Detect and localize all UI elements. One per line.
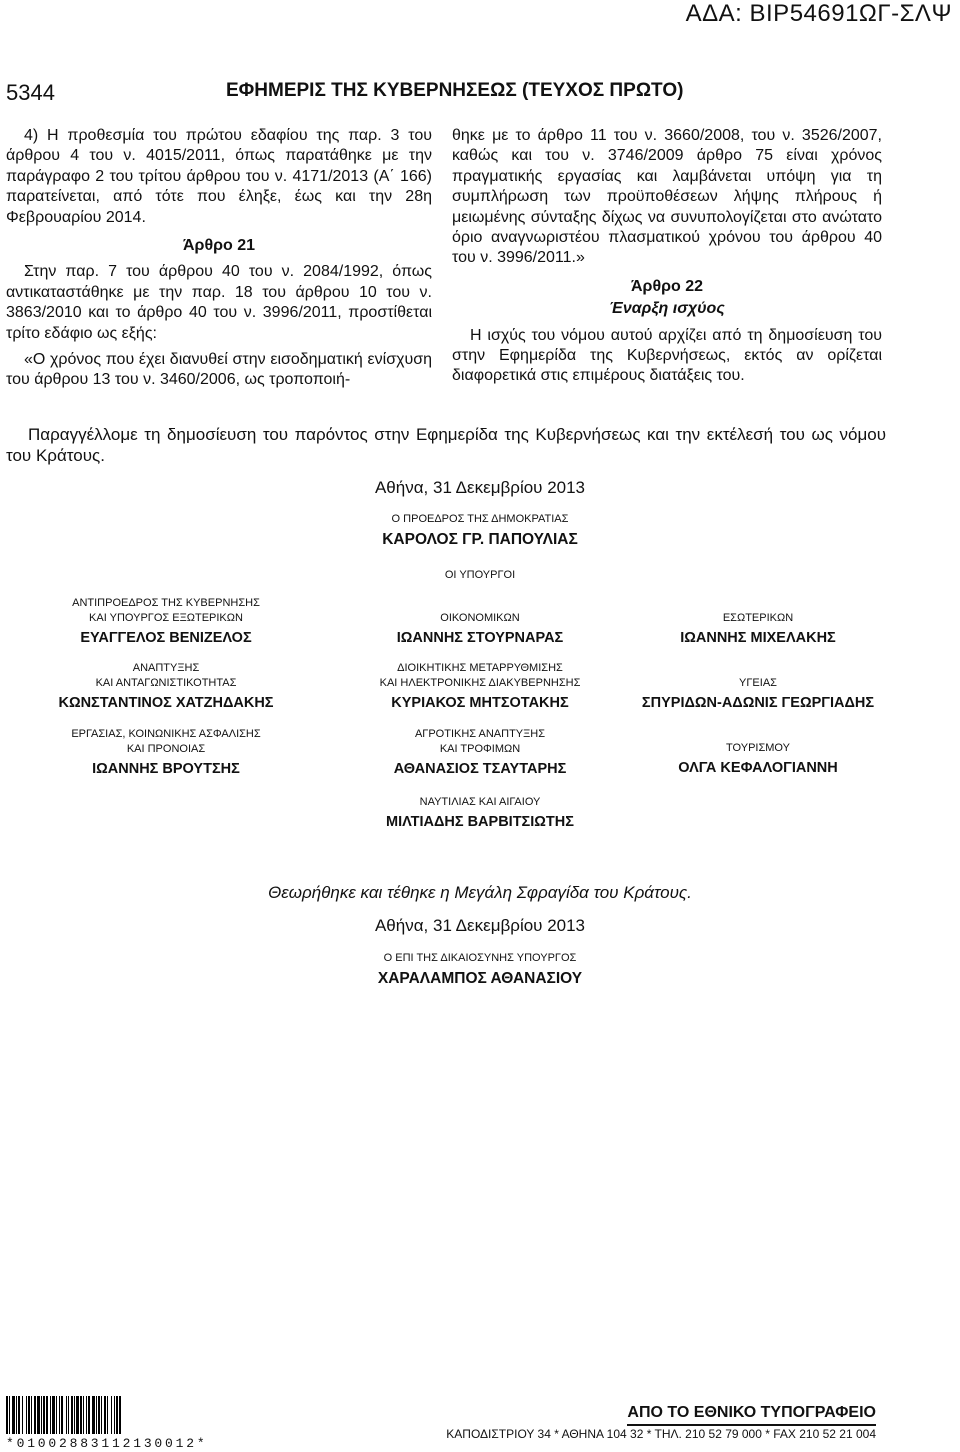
minister-title: ΔΙΟΙΚΗΤΙΚΗΣ ΜΕΤΑΡΡΥΘΜΙΣΗΣ [397,662,563,674]
minister-title: ΑΝΤΙΠΡΟΕΔΡΟΣ ΤΗΣ ΚΥΒΕΡΝΗΣΗΣ [72,597,260,609]
minister-block [330,611,630,646]
minister-title: ΕΣΩΤΕΡΙΚΩΝ [722,612,794,624]
minister-block [16,727,316,777]
minister-title: ΚΑΙ ΠΡΟΝΟΙΑΣ [126,743,206,755]
minister-name: ΕΥΑΓΓΕΛΟΣ ΒΕΝΙΖΕΛΟΣ [80,630,252,646]
article-22-title: Άρθρο 22 [630,277,703,295]
president-title: Ο ΠΡΟΕΔΡΟΣ ΤΗΣ ΔΗΜΟΚΡΑΤΙΑΣ [391,513,569,525]
minister-title: ΚΑΙ ΑΝΤΑΓΩΝΙΣΤΙΚΟΤΗΤΑΣ [95,677,237,689]
minister-block [608,676,908,711]
minister-title: ΝΑΥΤΙΛΙΑΣ ΚΑΙ ΑΙΓΑΙΟΥ [419,796,541,808]
printer-name: ΑΠΟ ΤΟ ΕΘΝΙΚΟ ΤΥΠΟΓΡΑΦΕΙΟ [627,1404,876,1426]
barcode [6,1396,274,1434]
minister-name: ΚΩΝΣΤΑΝΤΙΝΟΣ ΧΑΤΖΗΔΑΚΗΣ [58,695,274,711]
minister-title: ΟΙΚΟΝΟΜΙΚΩΝ [440,612,520,624]
signing-date: Αθήνα, 31 Δεκεμβρίου 2013 [374,478,586,497]
minister-title: ΚΑΙ ΗΛΕΚΤΡΟΝΙΚΗΣ ΔΙΑΚΥΒΕΡΝΗΣΗΣ [379,677,581,689]
minister-name: ΜΙΛΤΙΑΔΗΣ ΒΑΡΒΙΤΣΙΩΤΗΣ [386,814,574,830]
minister-name: ΙΩΑΝΝΗΣ ΣΤΟΥΡΝΑΡΑΣ [396,630,564,646]
page-number: 5344 [6,80,55,105]
minister-name: ΚΥΡΙΑΚΟΣ ΜΗΤΣΟΤΑΚΗΣ [391,695,569,711]
minister-title: ΥΓΕΙΑΣ [739,677,777,689]
minister-title: ΚΑΙ ΥΠΟΥΡΓΟΣ ΕΞΩΤΕΡΙΚΩΝ [89,612,243,624]
gazette-header: ΕΦΗΜΕΡΙΣ ΤΗΣ ΚΥΒΕΡΝΗΣΕΩΣ (ΤΕΥΧΟΣ ΠΡΩΤΟ) [226,80,684,101]
minister-block [16,596,316,646]
promulgation-order: Παραγγέλλομε τη δημοσίευση του παρόντος στην Εφημερίδα της Κυβερνήσεως και την εκτέλεσή του ως νόμου του Κράτους. [6,425,886,465]
minister-title: ΑΝΑΠΤΥΞΗΣ [132,662,200,674]
minister-name: ΟΛΓΑ ΚΕΦΑΛΟΓΙΑΝΝΗ [678,760,838,776]
minister-block [608,611,908,646]
ministers-label: ΟΙ ΥΠΟΥΡΓΟΙ [444,569,516,581]
minister-block [330,795,630,830]
seal-date: Αθήνα, 31 Δεκεμβρίου 2013 [374,916,586,935]
minister-block [330,727,630,777]
justice-minister-name: ΧΑΡΑΛΑΜΠΟΣ ΑΘΑΝΑΣΙΟΥ [377,970,583,987]
printer-address: ΚΑΠΟΔΙΣΤΡΙΟΥ 34 * ΑΘΗΝΑ 104 32 * ΤΗΛ. 210 52 79 000 * FAX 210 52 21 004 [446,1427,876,1441]
minister-block [16,661,316,711]
paragraph: 4) Η προθεσμία του πρώτου εδαφίου της παρ. 3 του άρθρου 4 του ν. 4015/2011, όπως παρατάθηκε με την παράγραφο 2 του τρίτου άρθρου του ν. 4171/2013 (Α΄ 166) παρατείνεται, από τότε που έληξε, έως και την 28η Φεβρουαρίου 2014. [6,127,432,226]
paragraph: θηκε με το άρθρο 11 του ν. 3660/2008, του ν. 3526/2007, καθώς και του ν. 3746/2009 άρθρο 75 είναι χρόνος πραγματικής εργασίας και λαμβάνεται υπόψη για τη συμπλήρωση των προϋποθέσεων λήψης πλήρους ή μειωμένης σύνταξης δίχως να συνυπολογίζεται στο ανώτατο όριο αναγνωριστέου πλασματικού χρόνου του άρθρου 40 του ν. 3996/2011.» [452,127,882,267]
minister-block [608,741,908,776]
paragraph: «Ο χρόνος που έχει διανυθεί στην εισοδηματική ενίσχυση του άρθρου 13 του ν. 3460/2006, ως τροποποιή- [6,351,432,389]
minister-title: ΑΓΡΟΤΙΚΗΣ ΑΝΑΠΤΥΞΗΣ [414,728,546,740]
left-column [6,126,432,391]
right-column [452,126,882,387]
minister-title: ΕΡΓΑΣΙΑΣ, ΚΟΙΝΩΝΙΚΗΣ ΑΣΦΑΛΙΣΗΣ [71,728,261,740]
article-21-title: Άρθρο 21 [182,237,255,255]
minister-name: ΑΘΑΝΑΣΙΟΣ ΤΣΑΥΤΑΡΗΣ [393,761,567,777]
minister-block [330,661,630,711]
minister-name: ΙΩΑΝΝΗΣ ΜΙΧΕΛΑΚΗΣ [680,630,836,646]
minister-name: ΙΩΑΝΝΗΣ ΒΡΟΥΤΣΗΣ [92,761,240,777]
barcode-bar [121,1396,122,1434]
paragraph: Η ισχύς του νόμου αυτού αρχίζει από τη δημοσίευση του στην Εφημερίδα της Κυβερνήσεως, εκτός αν ορίζεται διαφορετικά στις επιμέρους διατάξεις του. [452,326,882,385]
minister-title: ΤΟΥΡΙΣΜΟΥ [726,742,790,754]
justice-minister-title: Ο ΕΠΙ ΤΗΣ ΔΙΚΑΙΟΣΥΝΗΣ ΥΠΟΥΡΓΟΣ [383,952,577,964]
seal-text: Θεωρήθηκε και τέθηκε η Μεγάλη Σφραγίδα του Κράτους. [268,883,692,902]
barcode-digits: *01002883112130012* [6,1436,208,1451]
article-22-subtitle: Έναρξη ισχύος [609,300,725,318]
president-name: ΚΑΡΟΛΟΣ ΓΡ. ΠΑΠΟΥΛΙΑΣ [382,531,578,548]
minister-name: ΣΠΥΡΙΔΩΝ-ΑΔΩΝΙΣ ΓΕΩΡΓΙΑΔΗΣ [641,695,875,711]
minister-title: ΚΑΙ ΤΡΟΦΙΜΩΝ [439,743,521,755]
paragraph: Στην παρ. 7 του άρθρου 40 του ν. 2084/1992, όπως αντικαταστάθηκε με την παρ. 18 του άρθρου 10 του ν. 3863/2010 και το άρθρο 40 του ν. 3996/2011, προστίθεται τρίτο εδάφιο ως εξής: [6,263,432,342]
ada-code: ΑΔΑ: ΒΙΡ54691ΩΓ-ΣΛΨ [685,0,952,27]
